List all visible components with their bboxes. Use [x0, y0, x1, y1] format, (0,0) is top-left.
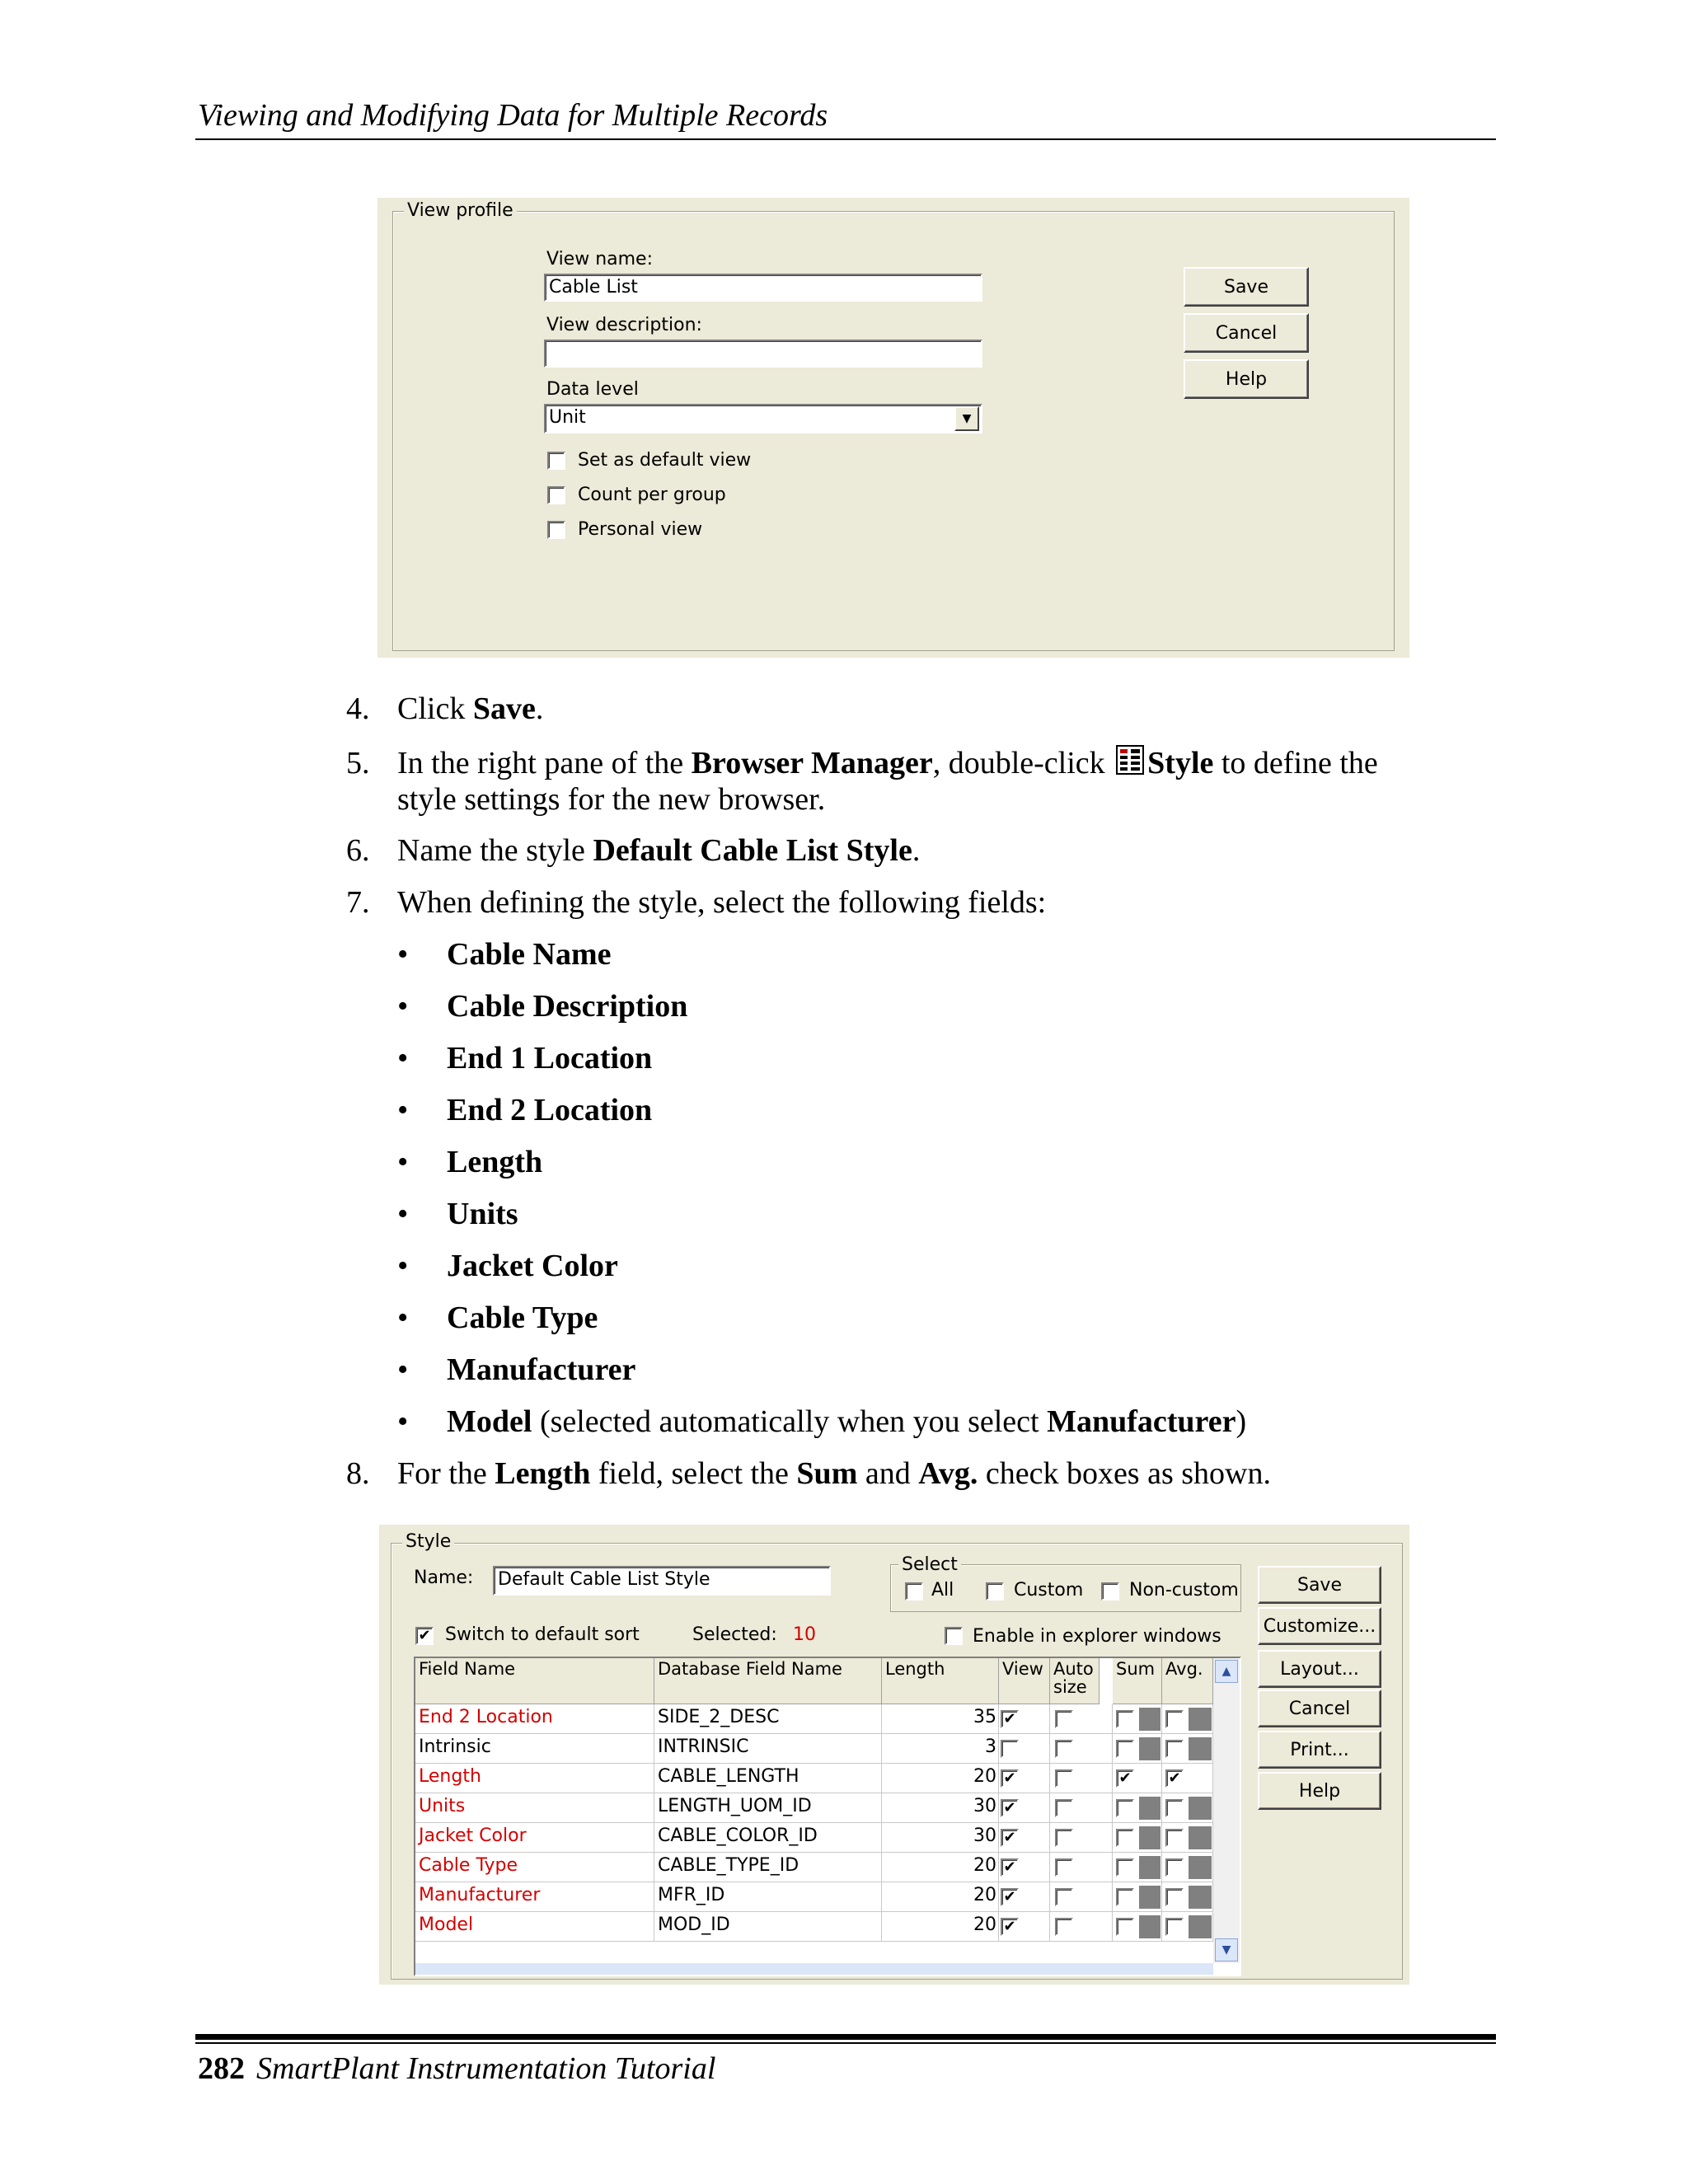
style-cancel-button[interactable]: Cancel	[1258, 1690, 1381, 1727]
header-rule	[195, 138, 1496, 140]
grid-cell-field-name[interactable]: Model	[415, 1912, 654, 1942]
data-level-value: Unit	[549, 407, 586, 428]
selected-count: 10	[793, 1624, 816, 1645]
grid-cell-field-name[interactable]: Jacket Color	[415, 1823, 654, 1853]
grid-header-sum[interactable]: Sum	[1113, 1658, 1162, 1704]
grid-cell-length[interactable]: 30	[882, 1793, 999, 1823]
set-default-view-checkbox[interactable]	[547, 452, 565, 470]
bullet-text: Manufacturer	[447, 1352, 636, 1387]
scroll-down-icon[interactable]: ▼	[1215, 1938, 1238, 1961]
grid-vertical-scrollbar[interactable]	[1213, 1658, 1240, 1963]
step-6-text-a: Name the style	[397, 833, 593, 868]
page-footer	[198, 2050, 715, 2087]
step-8-b: Length	[495, 1456, 591, 1491]
grid-cell-shade	[1139, 1886, 1160, 1909]
select-all-label: All	[931, 1580, 954, 1601]
auto-checkbox[interactable]	[1055, 1888, 1073, 1906]
avg-checkbox[interactable]	[1165, 1829, 1184, 1847]
style-name-input[interactable]: Default Cable List Style	[493, 1566, 831, 1596]
view-description-label: View description:	[546, 315, 702, 335]
grid-cell-length[interactable]: 35	[882, 1704, 999, 1734]
grid-cell-length[interactable]: 20	[882, 1764, 999, 1793]
grid-cell-shade	[1139, 1915, 1160, 1938]
grid-header-view[interactable]: View	[999, 1658, 1050, 1704]
bullet-text-model	[447, 1404, 1246, 1440]
grid-cell-shade	[1189, 1915, 1212, 1938]
page-header-title: Viewing and Modifying Data for Multiple Records	[198, 98, 828, 133]
select-custom-label: Custom	[1014, 1580, 1084, 1601]
style-group-label: Style	[402, 1531, 454, 1552]
grid-cell-field-name[interactable]: End 2 Location	[415, 1704, 654, 1734]
step-5-browser-manager: Browser Manager	[691, 746, 933, 780]
style-panel	[379, 1525, 1409, 1985]
footer-title: SmartPlant Instrumentation Tutorial	[256, 2051, 716, 2086]
select-noncustom-label: Non-custom	[1129, 1580, 1239, 1601]
selected-label: Selected:	[692, 1624, 777, 1645]
avg-checkbox[interactable]	[1165, 1710, 1184, 1728]
bullet-text: Jacket Color	[447, 1249, 618, 1283]
avg-checkbox[interactable]	[1165, 1740, 1184, 1758]
grid-header-auto-size[interactable]: Auto size	[1050, 1658, 1100, 1704]
personal-view-label: Personal view	[578, 519, 703, 540]
sum-checkbox[interactable]	[1116, 1858, 1134, 1877]
bullet-model: Model	[447, 1404, 532, 1439]
view-checkbox[interactable]: ✔	[1001, 1799, 1019, 1817]
style-help-button[interactable]: Help	[1258, 1772, 1381, 1810]
select-all-checkbox[interactable]	[905, 1582, 923, 1601]
bullet-text: Length	[447, 1145, 543, 1179]
select-group-label: Select	[898, 1554, 961, 1575]
grid-header-db-field-name[interactable]: Database Field Name	[654, 1658, 882, 1704]
step-4-text-c: .	[535, 691, 544, 726]
grid-cell-shade	[1189, 1708, 1212, 1731]
auto-checkbox[interactable]	[1055, 1769, 1073, 1788]
step-8-e: and	[857, 1456, 919, 1491]
step-8-f: Avg.	[918, 1456, 978, 1491]
avg-checkbox[interactable]	[1165, 1918, 1184, 1936]
model-note-a: (selected automatically when you select	[532, 1404, 1048, 1439]
footer-rule-thick	[195, 2034, 1496, 2040]
grid-cell-db-field-name[interactable]: LENGTH_UOM_ID	[654, 1793, 882, 1823]
avg-checkbox[interactable]	[1165, 1799, 1184, 1817]
auto-checkbox[interactable]	[1055, 1858, 1073, 1877]
select-custom-checkbox[interactable]	[986, 1582, 1004, 1601]
step-8-text	[397, 1455, 1271, 1492]
step-5-text-e: to define the	[1213, 746, 1378, 780]
view-name-label: View name:	[546, 249, 654, 269]
auto-checkbox[interactable]	[1055, 1710, 1073, 1728]
count-per-group-checkbox[interactable]	[547, 486, 565, 504]
grid-cell-field-name[interactable]: Manufacturer	[415, 1882, 654, 1912]
view-checkbox[interactable]: ✔	[1001, 1829, 1019, 1847]
step-5-text-a: In the right pane of the	[397, 746, 692, 780]
auto-checkbox[interactable]	[1055, 1918, 1073, 1936]
grid-cell-field-name[interactable]: Units	[415, 1793, 654, 1823]
grid-cell-db-field-name[interactable]: CABLE_COLOR_ID	[654, 1823, 882, 1853]
bullet-dot: •	[397, 1404, 409, 1439]
view-checkbox[interactable]: ✔	[1001, 1888, 1019, 1906]
grid-cell-db-field-name[interactable]: INTRINSIC	[654, 1734, 882, 1764]
step-5-text-f: style settings for the new browser.	[397, 782, 826, 817]
bullet-text: Units	[447, 1197, 518, 1231]
fields-grid-inner	[415, 1658, 1213, 1963]
switch-default-sort-checkbox[interactable]: ✔	[415, 1627, 434, 1645]
bullet-dot: •	[397, 1301, 409, 1335]
step-8-number: 8.	[346, 1456, 370, 1491]
data-level-label: Data level	[546, 379, 639, 400]
grid-cell-length[interactable]: 20	[882, 1882, 999, 1912]
bullet-text: Cable Description	[447, 989, 688, 1024]
step-5-number: 5.	[346, 746, 370, 780]
grid-header-field-name[interactable]: Field Name	[415, 1658, 654, 1704]
model-note-b: Manufacturer	[1047, 1404, 1236, 1439]
grid-cell-shade	[1139, 1708, 1160, 1731]
grid-cell-shade	[1189, 1826, 1212, 1849]
grid-cell-shade	[1139, 1797, 1160, 1820]
grid-horizontal-scrollbar[interactable]	[415, 1963, 1213, 1975]
step-6-text	[397, 832, 920, 869]
grid-cell-shade	[1189, 1886, 1212, 1909]
avg-checkbox[interactable]: ✔	[1165, 1769, 1184, 1788]
switch-default-sort-label: Switch to default sort	[445, 1624, 640, 1645]
step-4-text	[397, 691, 543, 727]
step-7-text: When defining the style, select the following fields:	[397, 885, 1047, 920]
step-8-a: For the	[397, 1456, 495, 1491]
bullet-dot: •	[397, 1093, 409, 1127]
select-noncustom-checkbox[interactable]	[1101, 1582, 1119, 1601]
grid-cell-length[interactable]: 30	[882, 1823, 999, 1853]
grid-cell-db-field-name[interactable]: MFR_ID	[654, 1882, 882, 1912]
auto-checkbox[interactable]	[1055, 1740, 1073, 1758]
avg-checkbox[interactable]	[1165, 1888, 1184, 1906]
step-5-text	[397, 745, 1378, 783]
grid-cell-shade	[1189, 1856, 1212, 1879]
count-per-group-label: Count per group	[578, 485, 726, 505]
grid-header-length[interactable]: Length	[882, 1658, 999, 1704]
print-button[interactable]: Print...	[1258, 1731, 1381, 1769]
auto-checkbox[interactable]	[1055, 1829, 1073, 1847]
layout-button[interactable]: Layout...	[1258, 1650, 1381, 1688]
grid-header-avg[interactable]: Avg.	[1162, 1658, 1213, 1704]
grid-cell-db-field-name[interactable]: MOD_ID	[654, 1912, 882, 1942]
view-checkbox[interactable]: ✔	[1001, 1710, 1019, 1728]
bullet-dot: •	[397, 1249, 409, 1283]
grid-cell-shade	[1189, 1767, 1212, 1790]
view-checkbox[interactable]: ✔	[1001, 1858, 1019, 1877]
step-5-text-c: , double-click	[932, 746, 1114, 780]
step-6-number: 6.	[346, 833, 370, 868]
auto-checkbox[interactable]	[1055, 1799, 1073, 1817]
bullet-text: Cable Type	[447, 1301, 598, 1335]
steps-section	[346, 691, 1500, 1498]
step-6-style-name: Default Cable List Style	[593, 833, 912, 868]
step-7-number: 7.	[346, 885, 370, 920]
chevron-down-icon[interactable]: ▼	[954, 406, 979, 431]
grid-cell-shade	[1189, 1737, 1212, 1760]
view-checkbox[interactable]: ✔	[1001, 1769, 1019, 1788]
bullet-text: Cable Name	[447, 937, 612, 972]
grid-cell-shade	[1139, 1737, 1160, 1760]
sum-checkbox[interactable]	[1116, 1918, 1134, 1936]
grid-cell-db-field-name[interactable]: SIDE_2_DESC	[654, 1704, 882, 1734]
step-5-style: Style	[1147, 746, 1214, 780]
scroll-up-icon[interactable]: ▲	[1215, 1660, 1238, 1683]
sum-checkbox[interactable]	[1116, 1888, 1134, 1906]
grid-cell-field-name[interactable]: Cable Type	[415, 1853, 654, 1882]
sum-checkbox[interactable]	[1116, 1799, 1134, 1817]
view-profile-panel	[377, 198, 1409, 658]
bullet-dot: •	[397, 1145, 409, 1179]
bullet-dot: •	[397, 1352, 409, 1387]
grid-cell-db-field-name[interactable]: CABLE_TYPE_ID	[654, 1853, 882, 1882]
grid-cell-field-name[interactable]: Intrinsic	[415, 1734, 654, 1764]
sum-checkbox[interactable]	[1116, 1710, 1134, 1728]
step-4-number: 4.	[346, 691, 370, 726]
bullet-text: End 1 Location	[447, 1041, 653, 1076]
grid-cell-field-name[interactable]: Length	[415, 1764, 654, 1793]
grid-cell-length[interactable]: 20	[882, 1912, 999, 1942]
bullet-dot: •	[397, 989, 409, 1024]
enable-explorer-label: Enable in explorer windows	[973, 1626, 1221, 1647]
sum-checkbox[interactable]	[1116, 1829, 1134, 1847]
style-save-button[interactable]: Save	[1258, 1566, 1381, 1604]
style-icon	[1116, 745, 1144, 783]
footer-rule-thin	[195, 2042, 1496, 2044]
step-6-text-c: .	[912, 833, 921, 868]
view-name-input[interactable]: Cable List	[544, 274, 982, 302]
save-button[interactable]: Save	[1184, 267, 1309, 307]
grid-cell-shade	[1139, 1826, 1160, 1849]
bullet-dot: •	[397, 1041, 409, 1076]
enable-explorer-checkbox[interactable]	[945, 1627, 963, 1645]
data-level-select[interactable]	[544, 404, 982, 434]
view-checkbox[interactable]: ✔	[1001, 1918, 1019, 1936]
fields-grid[interactable]	[414, 1657, 1241, 1976]
grid-cell-shade	[1139, 1767, 1160, 1790]
model-note-c: )	[1236, 1404, 1247, 1439]
personal-view-checkbox[interactable]	[547, 521, 565, 539]
view-profile-group-label: View profile	[404, 200, 517, 221]
step-4-save: Save	[472, 691, 536, 726]
sum-checkbox[interactable]: ✔	[1116, 1769, 1134, 1788]
step-8-c: field, select the	[590, 1456, 797, 1491]
set-default-view-label: Set as default view	[578, 450, 752, 471]
view-description-input[interactable]	[544, 340, 982, 368]
avg-checkbox[interactable]	[1165, 1858, 1184, 1877]
grid-cell-db-field-name[interactable]: CABLE_LENGTH	[654, 1764, 882, 1793]
step-8-d: Sum	[796, 1456, 858, 1491]
grid-cell-shade	[1189, 1797, 1212, 1820]
sum-checkbox[interactable]	[1116, 1740, 1134, 1758]
page-number: 282	[198, 2051, 245, 2086]
grid-cell-length[interactable]: 20	[882, 1853, 999, 1882]
bullet-dot: •	[397, 937, 409, 972]
step-4-text-a: Click	[397, 691, 473, 726]
help-button[interactable]: Help	[1184, 359, 1309, 399]
grid-cell-length[interactable]: 3	[882, 1734, 999, 1764]
grid-cell-shade	[1139, 1856, 1160, 1879]
customize-button[interactable]: Customize...	[1258, 1607, 1381, 1645]
cancel-button[interactable]: Cancel	[1184, 313, 1309, 353]
bullet-text: End 2 Location	[447, 1093, 653, 1127]
style-name-label: Name:	[414, 1568, 474, 1588]
bullet-dot: •	[397, 1197, 409, 1231]
step-8-g: check boxes as shown.	[978, 1456, 1271, 1491]
view-checkbox[interactable]	[1001, 1740, 1019, 1758]
